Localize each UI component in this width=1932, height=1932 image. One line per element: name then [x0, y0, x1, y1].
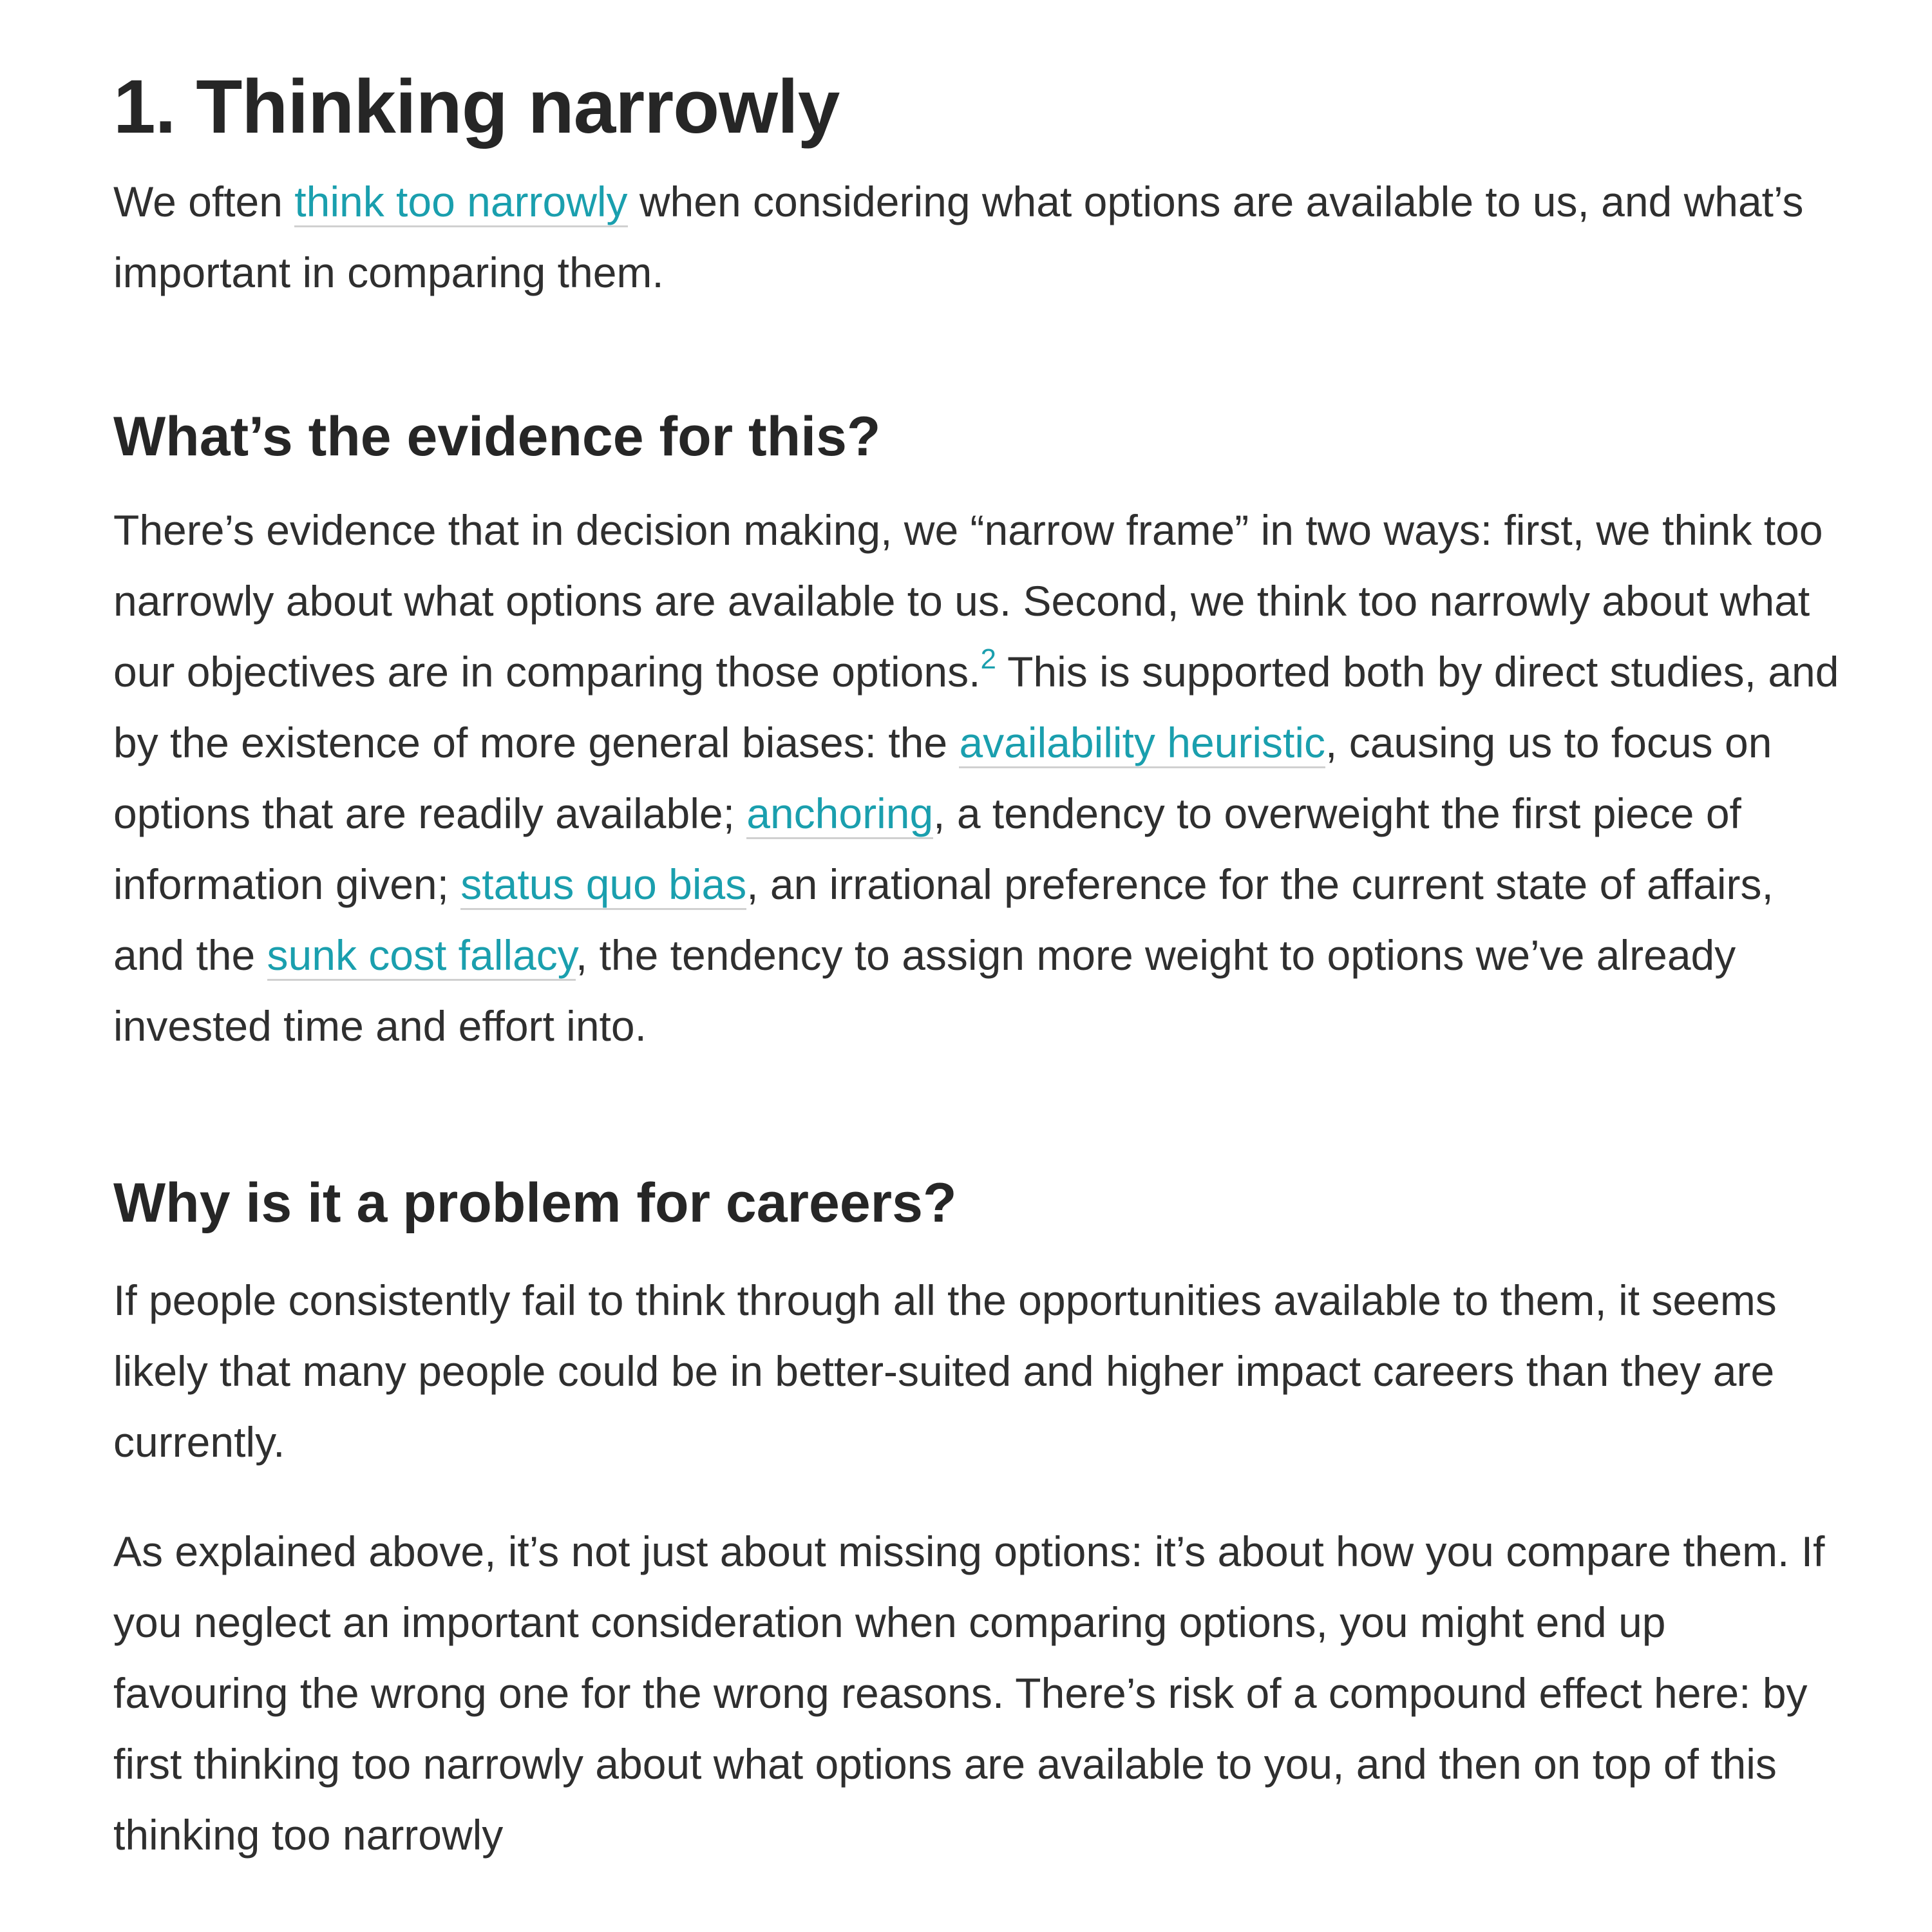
- status-quo-bias-link[interactable]: status quo bias: [460, 860, 746, 910]
- footnote-marker[interactable]: 2: [980, 643, 996, 675]
- availability-heuristic-link[interactable]: availability heuristic: [959, 719, 1325, 768]
- evidence-text-1: There’s evidence that in decision making, we “narrow frame” in two ways: first, we think too narrowly about what options are available to us. Second, we think too narrowly about what our objectives are in comparing those options.: [113, 506, 1823, 696]
- intro-paragraph: [113, 166, 1839, 308]
- evidence-text-4: , a tendency to overweight the first piece of information given;: [113, 790, 1741, 908]
- careers-paragraph-2: As explained above, it’s not just about missing options: it’s about how you compare them. If you neglect an important consideration when comparing options, you might end up favouring the wrong one for the wrong reasons. There’s risk of a compound effect here: by first thinking too narrowly about what options are available to you, and then on top of this thinking too narrowly: [113, 1528, 1825, 1859]
- article-body: [113, 62, 1839, 1870]
- intro-text-after: when considering what options are available to us, and what’s important in comparing them.: [113, 178, 1804, 296]
- evidence-text-3: , causing us to focus on options that are readily available;: [113, 719, 1772, 837]
- intro-text-before: We often: [113, 178, 295, 225]
- sunk-cost-fallacy-link[interactable]: sunk cost fallacy: [267, 931, 576, 981]
- evidence-paragraph: [113, 495, 1839, 1061]
- evidence-text-2: This is supported both by direct studies, and by the existence of more general biases: the: [113, 648, 1839, 766]
- anchoring-link[interactable]: anchoring: [746, 790, 933, 839]
- evidence-heading: What’s the evidence for this?: [113, 406, 881, 468]
- careers-heading: Why is it a problem for careers?: [113, 1172, 957, 1234]
- section-title: 1. Thinking narrowly: [113, 64, 840, 149]
- evidence-text-5: , an irrational preference for the current state of affairs, and the: [113, 860, 1774, 979]
- evidence-text-6: , the tendency to assign more weight to options we’ve already invested time and effort into.: [113, 931, 1736, 1050]
- think-too-narrowly-link[interactable]: think too narrowly: [294, 178, 627, 227]
- careers-paragraph-1: If people consistently fail to think through all the opportunities available to them, it seems likely that many people could be in better-suited and higher impact careers than they are currently.: [113, 1276, 1777, 1466]
